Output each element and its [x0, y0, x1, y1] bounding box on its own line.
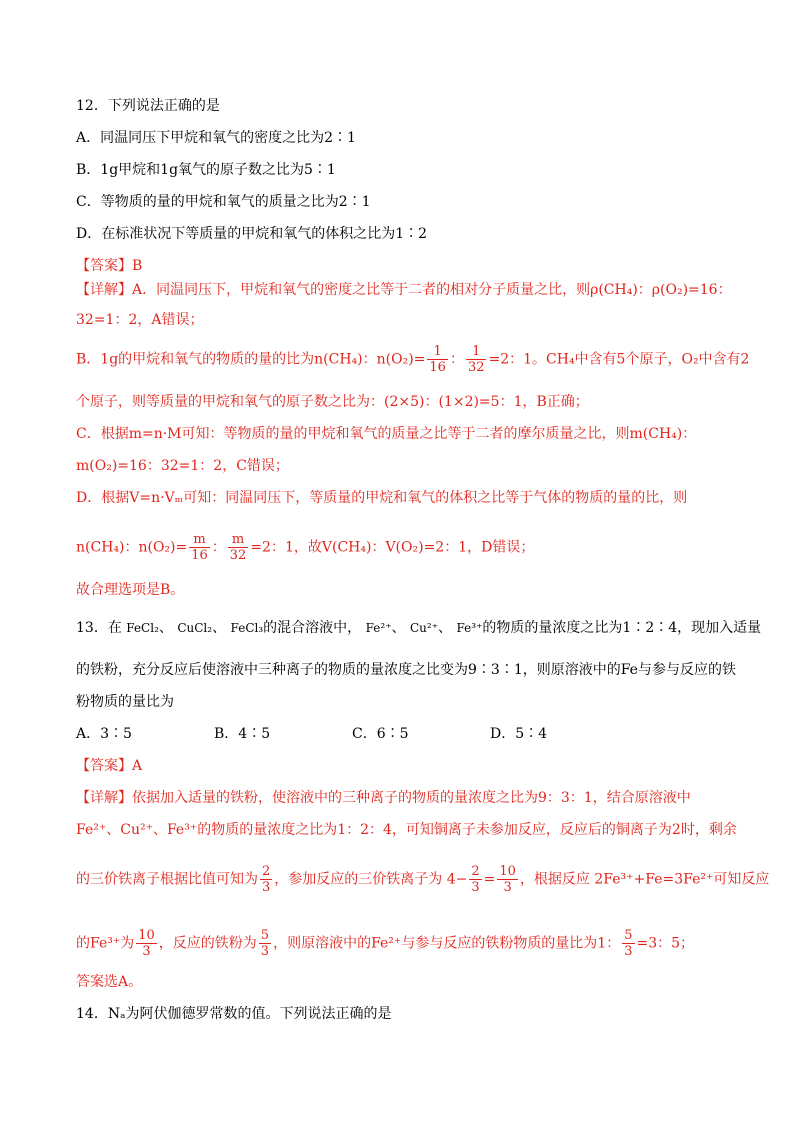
- q13-stem-line2: 的铁粉，充分反应后使溶液中三种离子的物质的量浓度之比变为9∶3∶1，则原溶液中的Fe与参与反应的铁: [76, 662, 736, 678]
- q12-explanation-line5: C．根据m=n·M可知：等物质的量的甲烷和氧气的质量之比等于二者的摩尔质量之比，则m(CH₄)：: [76, 426, 697, 442]
- fraction: $\frac{5}{3}$: [624, 928, 633, 959]
- q13-option-a: A．3∶5: [76, 726, 132, 742]
- q13-answer: 【答案】A: [76, 758, 143, 774]
- fraction: $\frac{2}{3}$: [262, 864, 271, 895]
- formula-fecl2: FeCl₂: [126, 621, 159, 635]
- q13-explanation-line3: 的三价铁离子根据比值可知为 $\frac{2}{3}$ ，参加反应的三价铁离子为 4− $\frac{2}{3}$ = $\frac{10}{3}$ ，根据反应 2Fe³⁺+Fe=3Fe²⁺可知反应: [76, 864, 770, 895]
- ion-fe3: Fe³⁺: [456, 621, 483, 635]
- q13-stem-line3: 粉物质的量比为: [76, 694, 174, 710]
- ion-fe2: Fe²⁺: [365, 621, 392, 635]
- fraction: $\frac{m}{16}$: [191, 532, 208, 563]
- q13-explanation-line1: 【详解】依据加入适量的铁粉，使溶液中的三种离子的物质的量浓度之比为9：3：1，结合原溶液中: [76, 790, 691, 806]
- q13-explanation-line4: 的Fe³⁺为 $\frac{10}{3}$ ，反应的铁粉为 $\frac{5}{3}$ ，则原溶液中的Fe²⁺与参与反应的铁粉物质的量比为1： $\frac{5}{3}$ =3：5；: [76, 928, 695, 959]
- q12-explanation-line7: D．根据V=n·Vₘ可知：同温同压下，等质量的甲烷和氧气的体积之比等于气体的物质的量的比，则: [76, 490, 688, 506]
- q12-conclusion: 故合理选项是B。: [76, 582, 185, 598]
- q12-option-c: C．等物质的量的甲烷和氧气的质量之比为2∶1: [76, 194, 371, 210]
- q13-option-b: B．4∶5: [214, 726, 271, 742]
- q12-explanation-line2: 32=1：2，A错误；: [76, 312, 204, 328]
- q12-option-b: B．1g甲烷和1g氧气的原子数之比为5∶1: [76, 162, 336, 178]
- q12-option-a: A．同温同压下甲烷和氧气的密度之比为2∶1: [76, 130, 356, 146]
- formula-fecl3: FeCl₃: [230, 621, 264, 635]
- q13-explanation-line2: Fe²⁺、Cu²⁺、Fe³⁺的物质的量浓度之比为1：2：4，可知铜离子未参加反应，反应后的铜离子为2时，剩余: [76, 822, 737, 838]
- q12-stem: 12．下列说法正确的是: [76, 98, 220, 114]
- fraction: $\frac{2}{3}$: [471, 864, 480, 895]
- q12-explanation-line6: m(O₂)=16：32=1：2，C错误；: [76, 458, 289, 474]
- q12-answer: 【答案】B: [76, 258, 143, 274]
- fraction: $\frac{1}{16}$: [429, 344, 446, 375]
- q14-stem: 14．Nₐ为阿伏伽德罗常数的值。下列说法正确的是: [76, 1006, 392, 1022]
- q12-explanation-line4: 个原子，则等质量的甲烷和氧气的原子数之比为：(2×5)：(1×2)=5：1，B正确；: [76, 394, 589, 410]
- q12-explanation-line1: 【详解】A．同温同压下，甲烷和氧气的密度之比等于二者的相对分子质量之比，则ρ(CH₄)：ρ(O₂)=16：: [76, 282, 732, 298]
- q13-option-c: C．6∶5: [352, 726, 409, 742]
- q12-explanation-line3: B．1g的甲烷和氧气的物质的量的比为n(CH₄)：n(O₂)= $\frac{1}{16}$ ： $\frac{1}{32}$ =2：1。CH₄中含有5个原子，O₂中含有2: [76, 344, 750, 375]
- fraction: $\frac{10}{3}$: [138, 928, 155, 959]
- fraction: $\frac{m}{32}$: [229, 532, 247, 563]
- q13-options: [76, 724, 547, 744]
- fraction: $\frac{10}{3}$: [499, 864, 516, 895]
- q13-option-d: D．5∶4: [490, 726, 548, 742]
- ion-cu2: Cu²⁺: [409, 621, 439, 635]
- fraction: $\frac{5}{3}$: [260, 928, 270, 959]
- q13-stem-line1: 13．在 FeCl₂、 CuCl₂、 FeCl₃的混合溶液中， Fe²⁺、 Cu²⁺、 Fe³⁺的物质的量浓度之比为1∶2∶4，现加入适量: [76, 620, 762, 636]
- q12-explanation-line8: n(CH₄)：n(O₂)= $\frac{m}{16}$ ： $\frac{m}{32}$ =2：1，故V(CH₄)：V(O₂)=2：1，D错误；: [76, 532, 535, 563]
- q13-conclusion: 答案选A。: [76, 974, 143, 990]
- fraction: $\frac{1}{32}$: [467, 344, 485, 375]
- q12-option-d: D．在标准状况下等质量的甲烷和氧气的体积之比为1∶2: [76, 226, 428, 242]
- formula-cucl2: CuCl₂: [177, 621, 213, 635]
